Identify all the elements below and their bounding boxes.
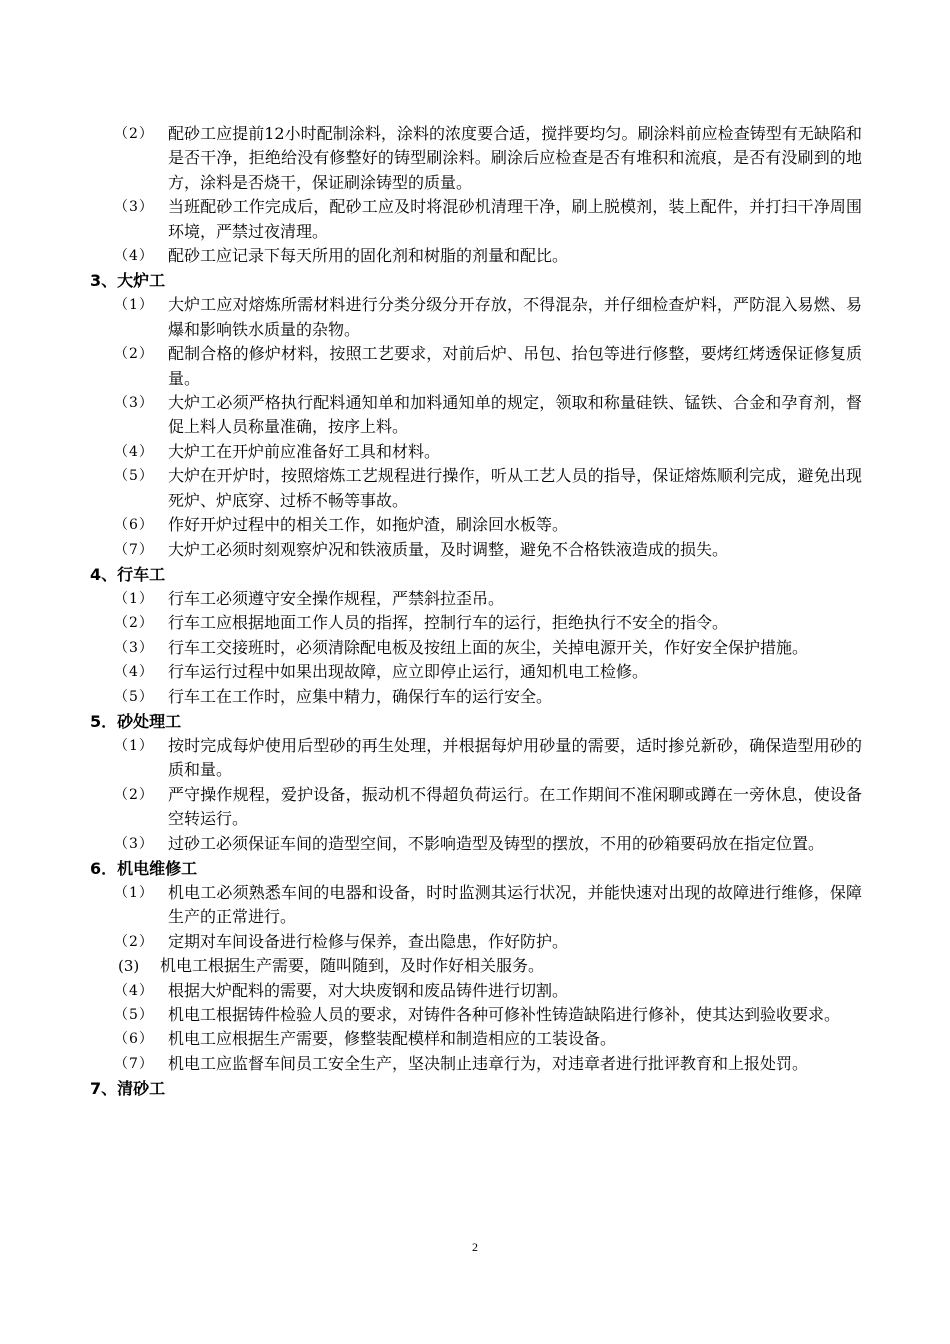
item-text: 大炉工应对熔炼所需材料进行分类分级分开存放，不得混杂，并仔细检查炉料，严防混入易燃、易爆和影响铁水质量的杂物。 [168, 295, 862, 339]
list-item [90, 611, 862, 635]
item-number: （1） [114, 590, 154, 607]
item-number: (3) [118, 957, 140, 976]
list-item [90, 1027, 862, 1051]
item-text: 配砂工应记录下每天所用的固化剂和树脂的剂量和配比。 [168, 246, 569, 266]
list-item [90, 342, 862, 391]
item-text: 机电工根据铸件检验人员的要求，对铸件各种可修补性铸造缺陷进行修补，使其达到验收要求。 [168, 1005, 841, 1024]
item-text: 机电工应监督车间员工安全生产，坚决制止违章行为，对违章者进行批评教育和上报处罚。 [168, 1053, 809, 1073]
item-number: （7） [114, 541, 154, 558]
item-number: （6） [114, 517, 154, 534]
list-item [90, 1003, 862, 1027]
section-heading: 7、清砂工 [90, 1079, 166, 1099]
list-item [90, 979, 862, 1003]
item-text: 行车工必须遵守安全操作规程，严禁斜拉歪吊。 [168, 588, 505, 608]
item-text: 当班配砂工作完成后，配砂工应及时将混砂机清理干净，刷上脱模剂，装上配件，并打扫干净周围环境，严禁过夜清理。 [168, 197, 862, 241]
list-item [90, 881, 862, 930]
section [90, 562, 862, 709]
item-number: （3） [114, 835, 154, 852]
item-text: 严守操作规程，爱护设备，振动机不得超负荷运行。在工作期间不准闲聊或蹲在一旁休息，使设备空转运行。 [168, 784, 862, 829]
section-heading: 5．砂处理工 [90, 711, 182, 731]
item-number: （7） [114, 1055, 154, 1072]
list-item [90, 734, 862, 783]
section-heading: 3、大炉工 [90, 271, 166, 291]
section [90, 856, 862, 1076]
page-number: 2 [472, 1240, 478, 1254]
item-text: 大炉工必须严格执行配料通知单和加料通知单的规定，领取和称量硅铁、锰铁、合金和孕育剂，督促上料人员称量准确，按序上料。 [168, 393, 862, 437]
list-item [90, 464, 862, 513]
list-item [90, 244, 862, 268]
list-item [90, 685, 862, 709]
list-item [90, 660, 862, 684]
item-number: （4） [114, 664, 154, 681]
item-text: 机电工应根据生产需要，修整装配模样和制造相应的工装设备。 [168, 1029, 617, 1049]
item-text: 配砂工应提前12小时配制涂料，涂料的浓度要合适，搅拌要均匀。刷涂料前应检查铸型有无缺陷和是否干净，拒绝给没有修整好的铸型刷涂料。刷涂后应检查是否有堆积和流痕，是否有没刷到的地方，涂料是否烧干，保证刷涂铸型的质量。 [168, 124, 862, 192]
item-number: （6） [114, 1031, 154, 1048]
item-text: 作好开炉过程中的相关工作，如拖炉渣，刷涂回水板等。 [168, 515, 569, 535]
item-number: （5） [114, 1007, 154, 1023]
list-item [90, 391, 862, 440]
list-item [90, 636, 862, 660]
item-text: 大炉在开炉时，按照熔炼工艺规程进行操作，听从工艺人员的指导，保证熔炼顺利完成，避免出现死炉、炉底穿、过桥不畅等事故。 [168, 466, 862, 510]
item-number: （2） [114, 933, 154, 950]
list-item [90, 930, 862, 954]
item-number: （1） [114, 884, 154, 901]
item-text: 配制合格的修炉材料，按照工艺要求，对前后炉、吊包、抬包等进行修整，要烤红烤透保证修复质量。 [168, 344, 862, 388]
list-item [90, 1052, 862, 1076]
item-number: （3） [114, 639, 154, 656]
item-number: （4） [114, 443, 154, 460]
list-item [90, 440, 862, 464]
item-number: （3） [114, 199, 154, 216]
item-number: （2） [114, 346, 154, 363]
list-item [90, 832, 862, 856]
item-text: 机电工必须熟悉车间的电器和设备，时时监测其运行状况，并能快速对出现的故障进行维修，保障生产的正常进行。 [168, 882, 862, 927]
item-number: （2） [114, 126, 154, 142]
section-heading: 4、行车工 [90, 564, 166, 584]
item-number: （1） [114, 297, 154, 314]
item-text: 行车工在工作时，应集中精力，确保行车的运行安全。 [168, 686, 553, 706]
item-number: （3） [114, 395, 154, 412]
item-number: （2） [114, 615, 154, 632]
item-text: 根据大炉配料的需要，对大块废钢和废品铸件进行切割。 [168, 980, 569, 1000]
item-text: 行车工交接班时，必须清除配电板及按纽上面的灰尘，关掉电源开关，作好安全保护措施。 [168, 637, 809, 657]
item-number: （4） [114, 248, 154, 265]
list-item [90, 783, 862, 832]
item-text: 定期对车间设备进行检修与保养，查出隐患，作好防护。 [168, 931, 569, 951]
item-text: 大炉工在开炉前应准备好工具和材料。 [168, 441, 441, 461]
item-text: 行车运行过程中如果出现故障，应立即停止运行，通知机电工检修。 [168, 662, 649, 682]
list-item [90, 954, 862, 978]
page-body [90, 122, 862, 1101]
item-text: 机电工根据生产需要，随叫随到，及时作好相关服务。 [160, 956, 545, 976]
item-text: 过砂工必须保证车间的造型空间，不影响造型及铸型的摆放，不用的砂箱要码放在指定位置。 [168, 833, 825, 853]
item-number: （2） [114, 786, 154, 803]
list-item [90, 122, 862, 195]
list-item [90, 587, 862, 611]
item-number: （5） [114, 688, 154, 705]
list-item [90, 513, 862, 537]
section [90, 709, 862, 856]
section [90, 268, 862, 561]
section [90, 1076, 862, 1101]
list-item [90, 538, 862, 562]
item-text: 大炉工必须时刻观察炉况和铁液质量，及时调整，避免不合格铁液造成的损失。 [168, 539, 729, 559]
item-number: （1） [114, 737, 154, 754]
item-number: （5） [114, 468, 154, 485]
list-item [90, 195, 862, 244]
item-number: （4） [114, 982, 154, 999]
list-item [90, 293, 862, 342]
item-text: 按时完成每炉使用后型砂的再生处理，并根据每炉用砂量的需要，适时掺兑新砂，确保造型用砂的质和量。 [168, 735, 862, 780]
section-heading: 6．机电维修工 [90, 858, 198, 878]
section [90, 122, 862, 268]
item-text: 行车工应根据地面工作人员的指挥，控制行车的运行，拒绝执行不安全的指令。 [168, 613, 729, 633]
